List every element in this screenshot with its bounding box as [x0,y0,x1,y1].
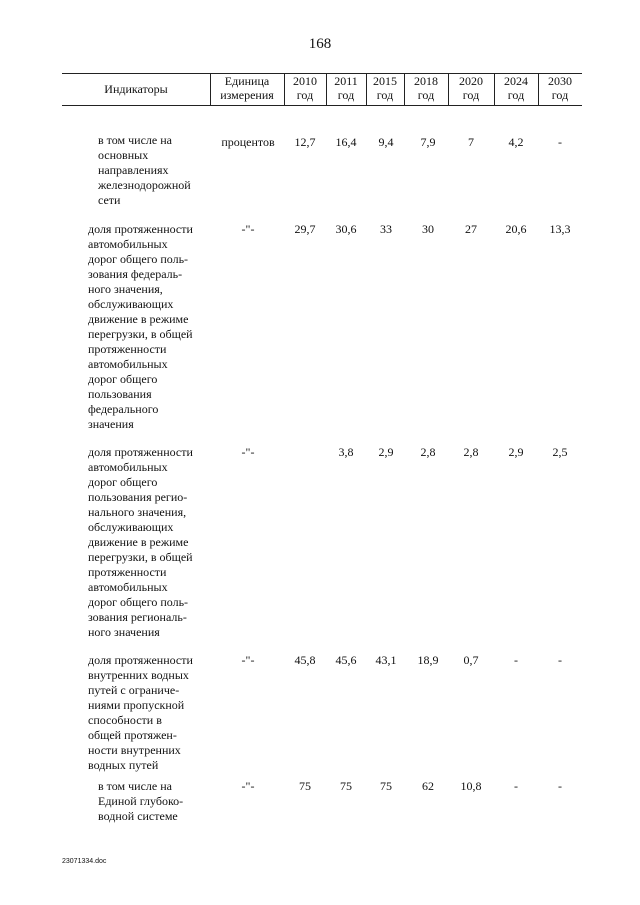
indicator-line: пользования регио- [88,490,188,504]
row-value: 43,1 [375,653,397,667]
row-value: - [514,779,518,793]
row-value: 30,6 [335,222,357,236]
indicator-line: автомобильных [88,580,168,594]
row-value: 0,7 [463,653,479,667]
row-value: 2,8 [420,445,436,459]
indicator-line: зования региональ- [88,610,187,624]
indicator-line: в том числе на [98,779,172,793]
header-year-suffix: год [462,88,480,102]
header-year-value: 2030 [548,74,572,88]
row-value: 29,7 [294,222,316,236]
row-value: 10,8 [460,779,482,793]
indicator-line: значения [88,417,134,431]
indicator-line: доля протяженности [88,653,193,667]
indicator-line: ниями пропускной [88,698,185,712]
row-value: 27 [465,222,477,236]
row-unit: -"- [241,222,255,236]
row-value: 2,9 [378,445,394,459]
document-footer: 23071334.doc [62,858,107,865]
indicator-line: сети [98,193,121,207]
indicator-line: направлениях [98,163,169,177]
indicator-line: перегрузки, в общей [88,550,193,564]
indicator-line: дорог общего [88,372,158,386]
row-value: - [514,653,518,667]
row-value: 18,9 [417,653,439,667]
indicator-line: водных путей [88,758,159,772]
header-year-value: 2020 [459,74,483,88]
row-value: 2,5 [552,445,568,459]
header-year [538,74,582,102]
row-value: 2,8 [463,445,479,459]
header-unit-line: Единица [224,74,270,88]
indicator-line: в том числе на [98,133,172,147]
header-year [366,74,404,102]
indicator-line: дорог общего [88,475,158,489]
row-value: 20,6 [505,222,527,236]
row-indicator [88,653,218,773]
indicator-line: автомобильных [88,357,168,371]
indicator-line: протяженности [88,342,167,356]
indicator-line: внутренних водных [88,668,189,682]
row-unit: -"- [241,653,255,667]
indicator-line: обслуживающих [88,297,174,311]
row-value: 33 [380,222,392,236]
indicator-line: путей с ограниче- [88,683,180,697]
row-value: - [558,653,562,667]
row-value: 3,8 [338,445,354,459]
row-value: 7,9 [420,135,436,149]
indicator-line: автомобильных [88,460,168,474]
header-indicator: Индикаторы [104,82,168,96]
header-year-value: 2018 [414,74,438,88]
indicator-line: доля протяженности [88,222,193,236]
indicator-line: протяженности [88,565,167,579]
header-year-suffix: год [507,88,525,102]
row-indicator [98,779,228,824]
header-year-suffix: год [296,88,314,102]
header-year-suffix: год [376,88,394,102]
header-unit-line: измерения [220,88,274,102]
header-year [448,74,494,102]
row-indicator [88,445,218,640]
indicator-line: железнодорожной [98,178,191,192]
header-year-suffix: год [337,88,355,102]
row-value: - [558,779,562,793]
header-year-value: 2011 [334,74,358,88]
row-value: - [558,135,562,149]
indicator-line: зования федераль- [88,267,183,281]
row-unit: -"- [241,445,255,459]
header-year-suffix: год [551,88,569,102]
indicator-line: Единой глубоко- [98,794,184,808]
row-value: 75 [380,779,392,793]
row-value: 62 [422,779,434,793]
indicator-line: федерального [88,402,159,416]
indicator-line: дорог общего поль- [88,595,189,609]
row-value: 9,4 [378,135,394,149]
header-unit [210,74,284,102]
indicator-line: автомобильных [88,237,168,251]
row-unit: -"- [241,779,255,793]
row-indicator [88,222,218,432]
indicator-line: движение в режиме [88,312,189,326]
row-unit: процентов [221,135,275,149]
indicator-line: ного значения, [88,282,163,296]
indicator-line: способности в [88,713,162,727]
indicator-line: общей протяжен- [88,728,177,742]
header-year-suffix: год [417,88,435,102]
header-bottom-rule [62,105,582,106]
indicator-line: ности внутренних [88,743,181,757]
header-year-value: 2015 [373,74,397,88]
row-value: 45,6 [335,653,357,667]
indicator-line: перегрузки, в общей [88,327,193,341]
header-year-value: 2024 [504,74,528,88]
row-value: 75 [299,779,311,793]
row-value: 4,2 [508,135,524,149]
row-value: 75 [340,779,352,793]
indicator-line: ного значения [88,625,160,639]
page-number: 168 [308,36,332,52]
row-value: 12,7 [294,135,316,149]
header-year [404,74,448,102]
indicator-line: обслуживающих [88,520,174,534]
row-value: 45,8 [294,653,316,667]
indicator-line: пользования [88,387,152,401]
header-year [284,74,326,102]
header-year-value: 2010 [293,74,317,88]
indicator-line: основных [98,148,149,162]
header-year [326,74,366,102]
row-value: 16,4 [335,135,357,149]
indicator-line: нального значения, [88,505,187,519]
indicator-line: водной системе [98,809,178,823]
indicator-line: дорог общего поль- [88,252,189,266]
header-year [494,74,538,102]
row-indicator [98,133,228,208]
row-value: 7 [468,135,474,149]
indicator-line: доля протяженности [88,445,193,459]
indicator-line: движение в режиме [88,535,189,549]
row-value: 2,9 [508,445,524,459]
row-value: 30 [422,222,434,236]
row-value: 13,3 [549,222,571,236]
